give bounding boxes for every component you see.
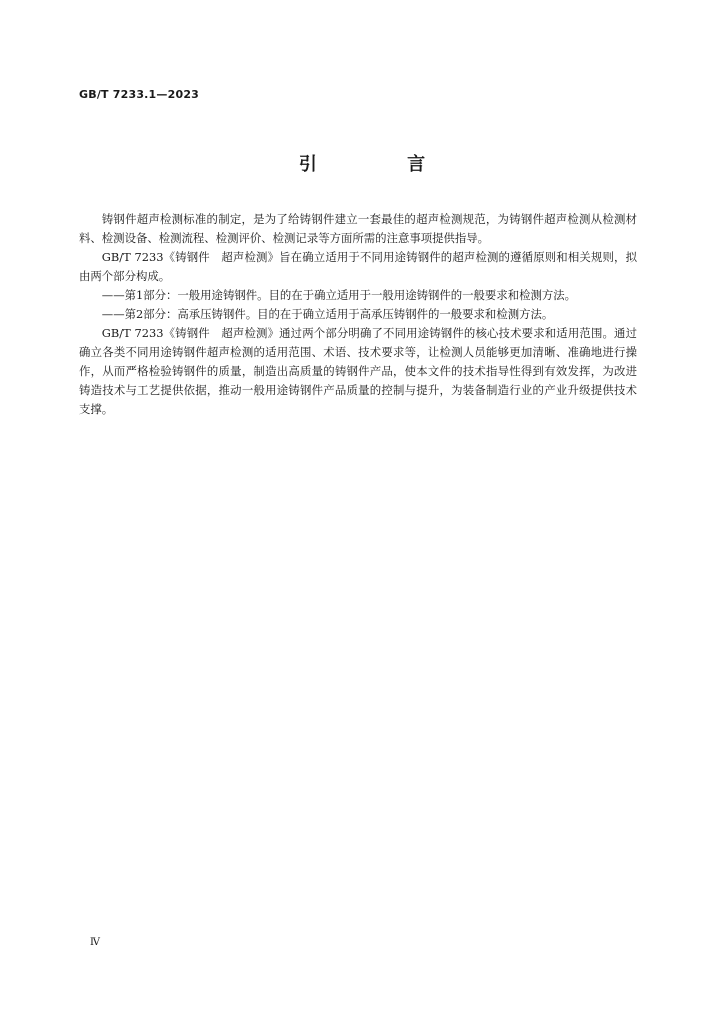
paragraph-structure: GB/T 7233《铸钢件 超声检测》旨在确立适用于不同用途铸钢件的超声检测的遵循原则和相关规则，拟由两个部分构成。 <box>79 250 637 283</box>
page-number: Ⅳ <box>90 937 100 948</box>
section-title: 引 言 <box>298 154 468 175</box>
list-item-part-2: ——第2部分：高承压铸钢件。目的在于确立适用于高承压铸钢件的一般要求和检测方法。 <box>101 307 554 321</box>
list-item-part-1: ——第1部分：一般用途铸钢件。目的在于确立适用于一般用途铸钢件的一般要求和检测方法。 <box>101 288 577 302</box>
paragraph-significance: GB/T 7233《铸钢件 超声检测》通过两个部分明确了不同用途铸钢件的核心技术要求和适用范围。通过确立各类不同用途铸钢件超声检测的适用范围、术语、技术要求等，让检测人员能够更加清晰、准确地进行操作，从而严格检验铸钢件的质量，制造出高质量的铸钢件产品，使本文件的技术指导性得到有效发挥，为改进铸造技术与工艺提供依据，推动一般用途铸钢件产品质量的控制与提升，为装备制造行业的产业升级提供技术支撑。 <box>79 326 637 416</box>
introduction-body <box>79 210 637 419</box>
standard-code: GB/T 7233.1—2023 <box>79 88 200 101</box>
paragraph-purpose: 铸钢件超声检测标准的制定，是为了给铸钢件建立一套最佳的超声检测规范，为铸钢件超声检测从检测材料、检测设备、检测流程、检测评价、检测记录等方面所需的注意事项提供指导。 <box>79 212 637 245</box>
